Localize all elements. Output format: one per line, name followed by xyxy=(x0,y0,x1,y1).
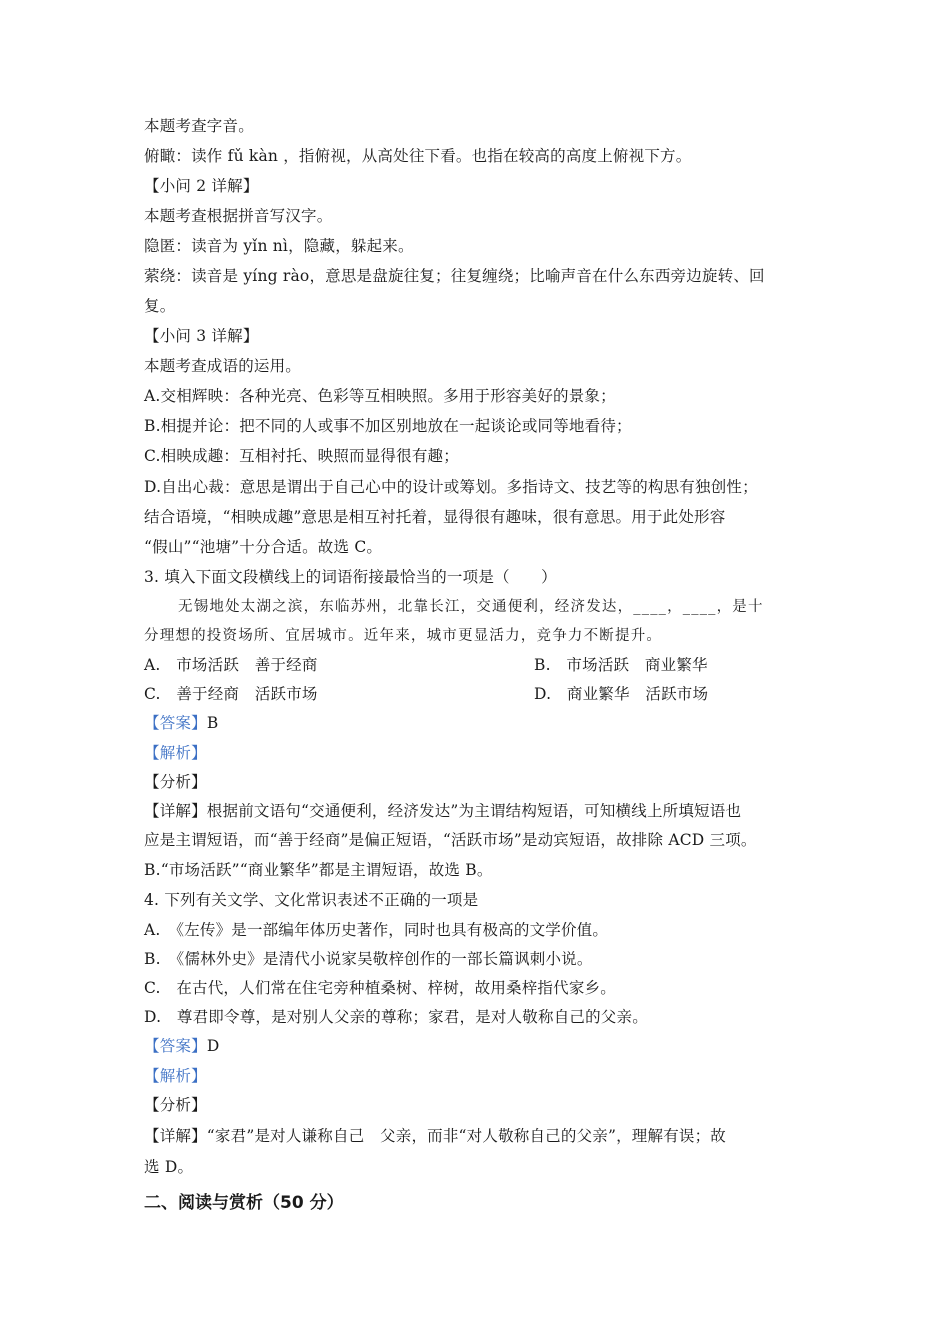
section-heading-q3: 【小问 3 详解】 xyxy=(144,327,259,345)
section-heading-q2: 【小问 2 详解】 xyxy=(144,177,259,195)
text-line: “假山”“池塘”十分合适。故选 C。 xyxy=(144,538,383,556)
option-b: B. 《儒林外史》是清代小说家吴敬梓创作的一部长篇讽刺小说。 xyxy=(144,950,593,968)
answer-tag: 【答案】 xyxy=(144,714,207,732)
text-line: 【分析】 xyxy=(144,1096,207,1114)
text-line: C.相映成趣：互相衬托、映照而显得很有趣； xyxy=(144,447,459,465)
text-line: 【详解】“家君”是对人谦称自己 父亲，而非“对人敬称自己的父亲”，理解有误；故 xyxy=(144,1127,726,1145)
text-line: 结合语境，“相映成趣”意思是相互衬托着，显得很有趣味，很有意思。用于此处形容 xyxy=(144,508,726,526)
option-a: A. 《左传》是一部编年体历史著作，同时也具有极高的文学价值。 xyxy=(144,921,609,939)
answer-value: B xyxy=(206,714,219,732)
text-line: 俯瞰：读作 fǔ kàn ，指俯视，从高处往下看。也指在较高的高度上俯视下方。 xyxy=(144,147,692,165)
option-b: B. 市场活跃 商业繁华 xyxy=(534,656,708,674)
text-line: 隐匿：读音为 yǐn nì，隐藏，躲起来。 xyxy=(144,237,414,255)
passage-line: 分理想的投资场所、宜居城市。近年来，城市更显活力，竞争力不断提升。 xyxy=(144,628,663,644)
option-c: C. 在古代，人们常在住宅旁种植桑树、梓树，故用桑梓指代家乡。 xyxy=(144,979,616,997)
option-a: A. 市场活跃 善于经商 xyxy=(144,656,318,674)
text-line: 萦绕：读音是 yíng rào，意思是盘旋往复；往复缠绕；比喻声音在什么东西旁边旋转、回 xyxy=(144,267,765,285)
question-4-stem: 4. 下列有关文学、文化常识表述不正确的一项是 xyxy=(144,891,479,909)
text-line: 本题考查根据拼音写汉字。 xyxy=(144,207,333,225)
answer-line xyxy=(144,1035,219,1057)
text-line: 本题考查成语的运用。 xyxy=(144,357,302,375)
text-line: 复。 xyxy=(144,297,176,315)
analysis-tag: 【解析】 xyxy=(144,744,207,762)
text-line: 【分析】 xyxy=(144,773,207,791)
passage-line: 无锡地处太湖之滨，东临苏州，北靠长江，交通便利，经济发达，____，____，是十 xyxy=(178,599,764,615)
option-d: D. 商业繁华 活跃市场 xyxy=(534,685,709,703)
text-line: 【详解】根据前文语句“交通便利，经济发达”为主谓结构短语，可知横线上所填短语也 xyxy=(144,802,742,820)
question-3-stem: 3. 填入下面文段横线上的词语衔接最恰当的一项是（ ） xyxy=(144,568,557,586)
answer-value: D xyxy=(206,1037,220,1055)
text-line: A.交相辉映：各种光亮、色彩等互相映照。多用于形容美好的景象； xyxy=(144,387,616,405)
section-heading-reading: 二、阅读与赏析（50 分） xyxy=(144,1193,344,1213)
option-d: D. 尊君即令尊，是对别人父亲的尊称；家君，是对人敬称自己的父亲。 xyxy=(144,1008,648,1026)
text-line: B.相提并论：把不同的人或事不加区别地放在一起谈论或同等地看待； xyxy=(144,417,632,435)
answer-tag: 【答案】 xyxy=(144,1037,207,1055)
analysis-tag: 【解析】 xyxy=(144,1067,207,1085)
text-line: 本题考查字音。 xyxy=(144,117,254,135)
text-line: D.自出心裁：意思是谓出于自己心中的设计或筹划。多指诗文、技艺等的构思有独创性； xyxy=(144,478,758,496)
option-c: C. 善于经商 活跃市场 xyxy=(144,685,318,703)
text-line: B.“市场活跃”“商业繁华”都是主谓短语，故选 B。 xyxy=(144,861,493,879)
text-line: 选 D。 xyxy=(144,1158,194,1176)
answer-line xyxy=(144,712,218,734)
text-line: 应是主谓短语，而“善于经商”是偏正短语，“活跃市场”是动宾短语，故排除 ACD 三项。 xyxy=(144,831,757,849)
